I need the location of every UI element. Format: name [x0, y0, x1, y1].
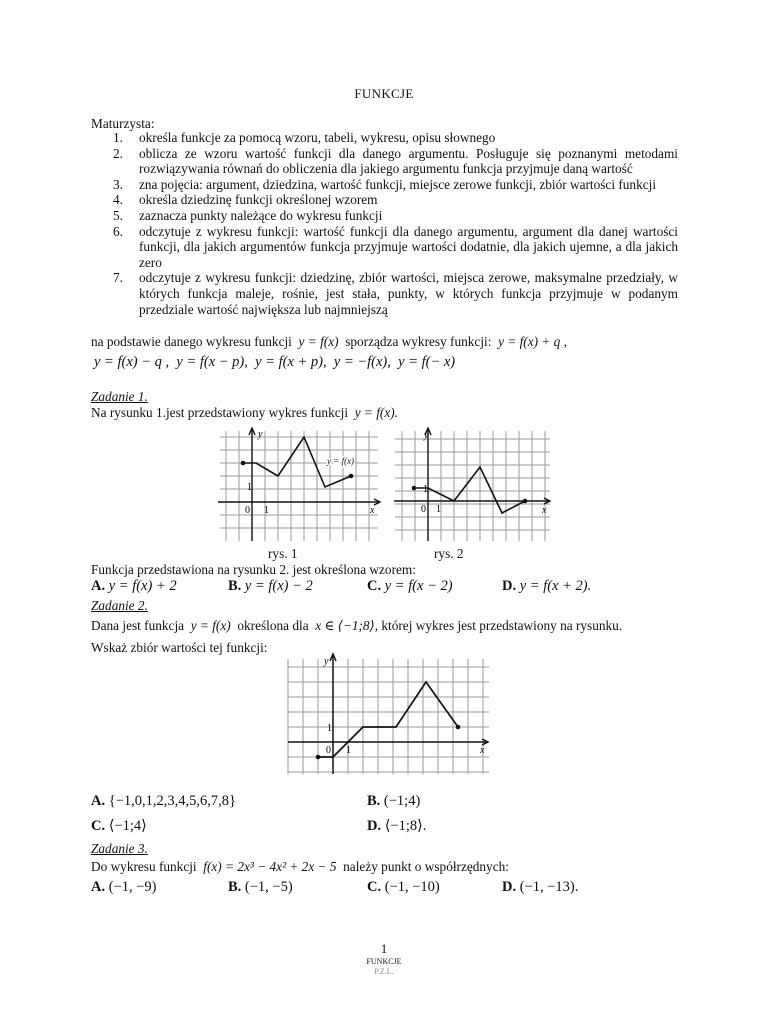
answer-a[interactable]: A. y = f(x) + 2: [91, 578, 177, 594]
caption-rys-1: rys. 1: [268, 546, 298, 561]
answer-b[interactable]: B. (−1, −5): [228, 879, 293, 895]
task-2-answer-a[interactable]: A. {−1,0,1,2,3,4,5,6,7,8}: [91, 793, 236, 809]
tick-label-y-1: 1: [247, 482, 252, 493]
tick-label-x-1: 1: [436, 504, 441, 515]
tick-label-x-1: 1: [346, 745, 351, 756]
graph-task-2: [286, 651, 494, 775]
task-2-answer-b[interactable]: B. (−1;4): [367, 793, 421, 809]
list-item: 5. zaznacza punkty należące do wykresu funkcji: [113, 207, 383, 223]
task-1-question: Funkcja przedstawiona na rysunku 2. jest określona wzorem:: [91, 562, 416, 577]
answer-d[interactable]: D. (−1, −13).: [502, 879, 579, 895]
axis-label-y: y: [324, 656, 329, 667]
page-title: FUNKCJE: [354, 86, 414, 101]
list-item: 1. określa funkcje za pomocą wzoru, tabeli, wykresu, opisu słownego: [113, 130, 496, 145]
list-item: 6. odczytuje z wykresu funkcji: wartość funkcji dla danego argumentu, argument dla danej wartości funkcji, dla jakich argumentów funkcja przyjmuje wartości dodatnie, dla jakich ujemne, a dla jakich zero: [113, 223, 678, 270]
graph-rys-1: [214, 427, 384, 543]
list-item: 7. odczytuje z wykresu funkcji: dziedzinę, zbiór wartości, miejsca zerowe, maksymalne przedziały, w których funkcja maleje, rośnie, jest stała, punkty, w których funkcja przyjmuje w podanym przedziale wartość największa lub najmniejszą: [113, 270, 678, 317]
answer-c[interactable]: C. y = f(x − 2): [367, 578, 453, 594]
origin-label: 0: [421, 504, 426, 515]
answer-a[interactable]: A. (−1, −9): [91, 879, 157, 895]
transform-line-1: na podstawie danego wykresu funkcji y = f(x) sporządza wykresy funkcji: y = f(x) + q ,: [91, 334, 567, 349]
graph-function-label: y = f(x): [327, 456, 355, 466]
caption-rys-2: rys. 2: [434, 546, 464, 561]
axis-label-y: y: [258, 429, 263, 440]
origin-label: 0: [326, 745, 331, 756]
tick-label-y-1: 1: [327, 723, 332, 734]
list-item: 4. określa dziedzinę funkcji określonej wzorem: [113, 192, 378, 208]
axis-label-x: x: [370, 505, 375, 516]
task-3-text: Do wykresu funkcji f(x) = 2x³ − 4x² + 2x − 5 należy punkt o współrzędnych:: [91, 859, 509, 874]
task-2-question: Wskaż zbiór wartości tej funkcji:: [91, 640, 268, 655]
list-item: 3. zna pojęcia: argument, dziedzina, wartość funkcji, miejsce zerowe funkcji, zbiór wartości funkcji: [113, 176, 657, 192]
tick-label-y-1: 1: [423, 484, 428, 495]
task-2-answer-c[interactable]: C. ⟨−1;4⟩: [91, 818, 147, 834]
footer-title: FUNKCJE: [366, 957, 402, 966]
task-2-text: Dana jest funkcja y = f(x) określona dla x ∈ ⟨−1;8⟩, której wykres jest przedstawiony na rysunku.: [91, 618, 623, 633]
task-2-heading: Zadanie 2.: [91, 598, 148, 613]
graph-rys-2: [392, 427, 554, 543]
answer-b[interactable]: B. y = f(x) − 2: [228, 578, 313, 594]
intro-label: Maturzysta:: [91, 116, 155, 131]
page-number: 1: [380, 941, 388, 956]
answer-d[interactable]: D. y = f(x + 2).: [502, 578, 592, 594]
task-3-heading: Zadanie 3.: [91, 841, 148, 856]
axis-label-y: y: [424, 430, 429, 441]
list-item: 2. oblicza ze wzoru wartość funkcji dla danego argumentu. Posługuje się poznanymi metodami rozwiązywania równań do obliczenia dla jakiego argumentu funkcja przyjmuje daną wartość: [113, 145, 678, 177]
task-2-answer-d[interactable]: D. ⟨−1;8⟩.: [367, 818, 427, 834]
answer-c[interactable]: C. (−1, −10): [367, 879, 440, 895]
origin-label: 0: [245, 505, 250, 516]
requirements-list: [91, 130, 678, 317]
axis-label-x: x: [480, 745, 485, 756]
tick-label-x-1: 1: [264, 505, 269, 516]
task-1-heading: Zadanie 1.: [91, 389, 148, 404]
footer-author: P.Z.L.: [374, 967, 394, 976]
transform-line-2: y = f(x) − q , y = f(x − p), y = f(x + p), y = −f(x), y = f(− x): [94, 354, 456, 370]
axis-label-x: x: [542, 505, 547, 516]
task-1-text: Na rysunku 1.jest przedstawiony wykres funkcji y = f(x).: [91, 405, 398, 420]
